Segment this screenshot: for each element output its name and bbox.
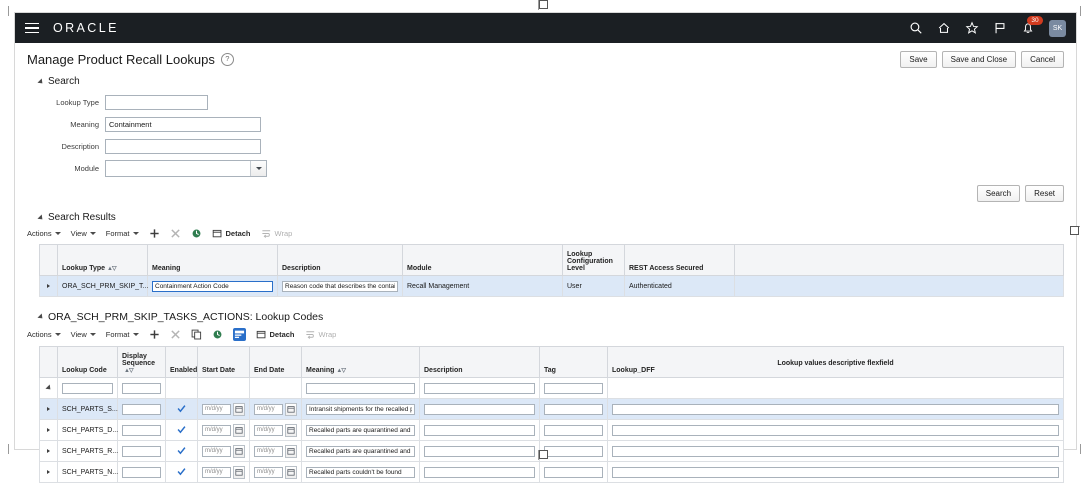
application-window: [14, 12, 1077, 476]
calendar-icon[interactable]: [285, 403, 297, 416]
cross-icon: [170, 228, 181, 239]
expand-column-header: [40, 347, 58, 378]
cell-enabled[interactable]: [166, 399, 198, 420]
cell-display-sequence[interactable]: [118, 399, 166, 420]
cell-tag[interactable]: [540, 399, 608, 420]
lookup-codes-label: ORA_SCH_PRM_SKIP_TASKS_ACTIONS: Lookup Codes: [48, 311, 324, 323]
calendar-icon[interactable]: [233, 424, 245, 437]
collapse-triangle-icon[interactable]: [37, 214, 44, 221]
calendar-icon[interactable]: [233, 466, 245, 479]
cell-meaning[interactable]: [302, 441, 420, 462]
notifications-bell-icon[interactable]: [1021, 17, 1039, 35]
dff-input[interactable]: [612, 425, 1059, 436]
tag-input[interactable]: [544, 446, 603, 457]
cell-start-date[interactable]: [198, 420, 250, 441]
description-input[interactable]: [424, 467, 535, 478]
meaning-input[interactable]: [306, 467, 415, 478]
cell-end-date[interactable]: [250, 462, 302, 483]
lookup-type-input[interactable]: [105, 95, 208, 110]
start-date-input[interactable]: m/d/yy: [202, 446, 231, 457]
actions-menu-label: Actions: [27, 330, 52, 339]
detach-label: Detach: [269, 330, 295, 339]
col-description[interactable]: Description: [278, 245, 403, 276]
display-sequence-input[interactable]: [122, 404, 161, 415]
module-label: Module: [74, 164, 99, 173]
table-header-row: [40, 347, 1064, 378]
col-module[interactable]: Module: [403, 245, 563, 276]
col-display-sequence[interactable]: Display Sequence▲▽: [118, 347, 166, 378]
col-meaning[interactable]: Meaning ▲▽: [302, 347, 420, 378]
oracle-logo: ORACLE: [53, 21, 119, 35]
cell-lookup-code: SCH_PARTS_R...: [58, 441, 118, 462]
page-body: [15, 43, 1076, 476]
start-date-input[interactable]: m/d/yy: [202, 404, 231, 415]
cell-end-date[interactable]: [250, 420, 302, 441]
cell-tag[interactable]: [540, 441, 608, 462]
lookup-codes-grid-wrap: [15, 346, 1076, 483]
cell-start-date[interactable]: [198, 441, 250, 462]
filter-meaning[interactable]: [302, 378, 420, 399]
meaning-input[interactable]: [306, 446, 415, 457]
chevron-down-icon[interactable]: [250, 161, 266, 176]
wrap-label: Wrap: [274, 229, 293, 238]
module-select[interactable]: [105, 160, 267, 177]
collapse-triangle-icon[interactable]: [37, 313, 44, 320]
description-label: Description: [61, 142, 99, 151]
cell-lookup-code: SCH_PARTS_N...: [58, 462, 118, 483]
cell-module: Recall Management: [403, 276, 563, 297]
cell-description[interactable]: [420, 399, 540, 420]
display-sequence-input[interactable]: [122, 425, 161, 436]
filter-tag[interactable]: [540, 378, 608, 399]
filter-description[interactable]: [420, 378, 540, 399]
detach-icon[interactable]: [256, 329, 267, 340]
view-menu[interactable]: [71, 229, 96, 238]
page-title: Manage Product Recall Lookups: [27, 52, 215, 67]
dff-input[interactable]: [612, 404, 1059, 415]
save-and-close-button[interactable]: Save and Close: [942, 51, 1016, 68]
filter-end-date: [250, 378, 302, 399]
filter-display-sequence[interactable]: [118, 378, 166, 399]
meaning-row: [27, 115, 1064, 134]
view-menu-label: View: [70, 330, 87, 339]
description-input[interactable]: [424, 446, 535, 457]
query-by-example-icon[interactable]: [233, 328, 246, 341]
dff-input[interactable]: [612, 446, 1059, 457]
cell-enabled[interactable]: [166, 462, 198, 483]
collapse-triangle-icon[interactable]: [37, 78, 44, 85]
detach-button[interactable]: [212, 228, 251, 239]
header-actions: [909, 17, 1066, 37]
cell-start-date[interactable]: [198, 462, 250, 483]
lookup-codes-header[interactable]: [27, 311, 1064, 323]
wrap-icon: [305, 329, 316, 340]
module-row: [27, 159, 1064, 178]
marquee-tick-top-left: [8, 6, 9, 16]
dff-sub-header: Lookup_DFF: [612, 367, 655, 374]
help-icon[interactable]: ?: [221, 53, 234, 66]
lookup-codes-rows: [40, 399, 1064, 483]
filter-enabled: [166, 378, 198, 399]
view-menu-label: View: [70, 229, 87, 238]
meaning-label: Meaning: [70, 120, 99, 129]
search-section: [15, 76, 1076, 202]
search-action-buttons: [27, 181, 1064, 202]
col-tag[interactable]: Tag: [540, 347, 608, 378]
actions-menu-label: Actions: [27, 229, 52, 238]
expand-column-header: [40, 245, 58, 276]
cancel-button[interactable]: Cancel: [1021, 51, 1064, 68]
col-enabled[interactable]: Enabled: [166, 347, 198, 378]
calendar-icon[interactable]: [285, 424, 297, 437]
lookup-codes-section: [15, 311, 1076, 323]
lookup-type-row: [27, 93, 1064, 112]
table-row[interactable]: [40, 276, 1064, 297]
col-end-date[interactable]: End Date: [250, 347, 302, 378]
navigator-menu-icon[interactable]: [25, 23, 39, 34]
search-form: [27, 87, 1064, 202]
format-menu-label: Format: [105, 229, 130, 238]
actions-menu[interactable]: [27, 330, 61, 339]
search-results-grid-wrap: [15, 244, 1076, 297]
marquee-tick-bottom-left: [8, 444, 9, 454]
enabled-checkbox[interactable]: [177, 404, 186, 413]
cell-lookup-code: SCH_PARTS_S...: [58, 399, 118, 420]
cell-meaning[interactable]: [302, 420, 420, 441]
selection-handle-right[interactable]: [1070, 226, 1079, 235]
cell-description[interactable]: [420, 462, 540, 483]
search-results-toolbar: [15, 223, 1076, 244]
flag-icon[interactable]: [993, 21, 1007, 35]
filter-lookup-code-input[interactable]: [62, 383, 113, 394]
cell-dff[interactable]: [608, 399, 1064, 420]
filter-dff: [608, 378, 1064, 399]
search-section-header[interactable]: [27, 76, 1064, 87]
table-header-row: [40, 245, 1064, 276]
favorites-star-icon[interactable]: [965, 21, 979, 35]
cell-meaning[interactable]: [148, 276, 278, 297]
refresh-icon[interactable]: [191, 228, 202, 239]
format-menu-label: Format: [105, 330, 130, 339]
display-sequence-input[interactable]: [122, 467, 161, 478]
wrap-button: [305, 329, 337, 340]
cross-icon: [170, 329, 181, 340]
row-expander[interactable]: [40, 399, 58, 420]
duplicate-icon[interactable]: [191, 329, 202, 340]
detach-icon[interactable]: [212, 228, 223, 239]
cell-display-sequence[interactable]: [118, 441, 166, 462]
dff-input[interactable]: [612, 467, 1059, 478]
enabled-checkbox[interactable]: [177, 446, 186, 455]
plus-icon[interactable]: [149, 228, 160, 239]
col-lookup-config-level[interactable]: Lookup Configuration Level: [563, 245, 625, 276]
cell-enabled[interactable]: [166, 441, 198, 462]
page-title-row: [15, 43, 1076, 72]
query-filter-row: [40, 378, 1064, 399]
col-lookup-dff: [608, 347, 1064, 378]
format-menu[interactable]: [106, 330, 139, 339]
selection-handle-bottom[interactable]: [539, 450, 548, 459]
marquee-tick-top-right: [1080, 6, 1081, 16]
description-input[interactable]: [105, 139, 261, 154]
cell-start-date[interactable]: [198, 399, 250, 420]
end-date-input[interactable]: m/d/yy: [254, 425, 283, 436]
cell-description[interactable]: [420, 441, 540, 462]
end-date-input[interactable]: m/d/yy: [254, 446, 283, 457]
cell-description[interactable]: [278, 276, 403, 297]
wrap-button: [261, 228, 293, 239]
marquee-tick-bottom-right: [1080, 444, 1081, 454]
cell-dff[interactable]: [608, 462, 1064, 483]
col-lookup-code[interactable]: Lookup Code: [58, 347, 118, 378]
search-results-label: Search Results: [48, 212, 116, 223]
cell-meaning[interactable]: [302, 399, 420, 420]
cell-end-date[interactable]: [250, 399, 302, 420]
search-button[interactable]: Search: [977, 185, 1020, 202]
view-menu[interactable]: [71, 330, 96, 339]
search-results-table: [39, 244, 1064, 297]
reset-button[interactable]: Reset: [1025, 185, 1064, 202]
end-date-input[interactable]: m/d/yy: [254, 404, 283, 415]
description-row: [27, 137, 1064, 156]
cell-tag[interactable]: [540, 420, 608, 441]
cell-dff[interactable]: [608, 441, 1064, 462]
col-rest-access-secured[interactable]: REST Access Secured: [625, 245, 735, 276]
table-row[interactable]: [40, 462, 1064, 483]
col-start-date[interactable]: Start Date: [198, 347, 250, 378]
filter-toggle-cell[interactable]: [40, 378, 58, 399]
description-cell-input[interactable]: [282, 281, 398, 292]
selection-handle-top[interactable]: [539, 0, 548, 9]
table-row[interactable]: [40, 420, 1064, 441]
filter-triangle-icon[interactable]: [45, 384, 52, 391]
tag-input[interactable]: [544, 425, 603, 436]
cell-dff[interactable]: [608, 420, 1064, 441]
description-input[interactable]: [424, 404, 535, 415]
detach-button[interactable]: [256, 329, 295, 340]
page-action-buttons: [900, 51, 1064, 68]
meaning-cell-input[interactable]: [152, 281, 273, 292]
start-date-input[interactable]: m/d/yy: [202, 425, 231, 436]
format-menu[interactable]: [106, 229, 139, 238]
cell-lookup-type: ORA_SCH_PRM_SKIP_T...: [58, 276, 148, 297]
row-expander[interactable]: [40, 441, 58, 462]
filter-display-sequence-input[interactable]: [122, 383, 161, 394]
cell-enabled[interactable]: [166, 420, 198, 441]
description-input[interactable]: [424, 425, 535, 436]
row-expander[interactable]: [40, 420, 58, 441]
cell-end-date[interactable]: [250, 441, 302, 462]
filter-lookup-code[interactable]: [58, 378, 118, 399]
global-header: [15, 13, 1076, 43]
calendar-icon[interactable]: [233, 445, 245, 458]
enabled-checkbox[interactable]: [177, 425, 186, 434]
cell-meaning[interactable]: [302, 462, 420, 483]
refresh-icon[interactable]: [212, 329, 223, 340]
tag-input[interactable]: [544, 404, 603, 415]
lookup-codes-table: [39, 346, 1064, 483]
display-sequence-input[interactable]: [122, 446, 161, 457]
save-button[interactable]: Save: [900, 51, 936, 68]
meaning-input[interactable]: [105, 117, 261, 132]
meaning-input[interactable]: [306, 404, 415, 415]
filter-tag-input[interactable]: [544, 383, 603, 394]
tag-input[interactable]: [544, 467, 603, 478]
detach-label: Detach: [225, 229, 251, 238]
search-section-label: Search: [48, 76, 80, 87]
cell-tag[interactable]: [540, 462, 608, 483]
wrap-label: Wrap: [318, 330, 337, 339]
home-icon[interactable]: [937, 21, 951, 35]
dff-group-header: Lookup values descriptive flexfield: [777, 360, 894, 367]
col-lookup-type[interactable]: Lookup Type ▲▽: [58, 245, 148, 276]
search-icon[interactable]: [909, 21, 923, 35]
calendar-icon[interactable]: [285, 445, 297, 458]
calendar-icon[interactable]: [285, 466, 297, 479]
meaning-input[interactable]: [306, 425, 415, 436]
filter-meaning-input[interactable]: [306, 383, 415, 394]
filter-start-date: [198, 378, 250, 399]
lookup-type-label: Lookup Type: [56, 98, 99, 107]
col-meaning[interactable]: Meaning: [148, 245, 278, 276]
cell-description[interactable]: [420, 420, 540, 441]
col-description[interactable]: Description: [420, 347, 540, 378]
row-expander[interactable]: [40, 462, 58, 483]
cell-spacer: [735, 276, 1064, 297]
calendar-icon[interactable]: [233, 403, 245, 416]
cell-config-level: User: [563, 276, 625, 297]
filter-description-input[interactable]: [424, 383, 535, 394]
table-row[interactable]: [40, 441, 1064, 462]
plus-icon[interactable]: [149, 329, 160, 340]
search-results-header[interactable]: [27, 212, 1064, 223]
wrap-icon: [261, 228, 272, 239]
lookup-codes-toolbar: [15, 323, 1076, 346]
end-date-input[interactable]: m/d/yy: [254, 467, 283, 478]
enabled-checkbox[interactable]: [177, 467, 186, 476]
start-date-input[interactable]: m/d/yy: [202, 467, 231, 478]
cell-rest-access: Authenticated: [625, 276, 735, 297]
user-avatar[interactable]: SK: [1049, 20, 1066, 37]
col-spacer: [735, 245, 1064, 276]
cell-lookup-code: SCH_PARTS_D...: [58, 420, 118, 441]
table-row[interactable]: [40, 399, 1064, 420]
cell-display-sequence[interactable]: [118, 462, 166, 483]
search-results-section: [15, 212, 1076, 223]
actions-menu[interactable]: [27, 229, 61, 238]
notification-count-badge: 30: [1027, 16, 1043, 25]
row-expander[interactable]: [40, 276, 58, 297]
cell-display-sequence[interactable]: [118, 420, 166, 441]
